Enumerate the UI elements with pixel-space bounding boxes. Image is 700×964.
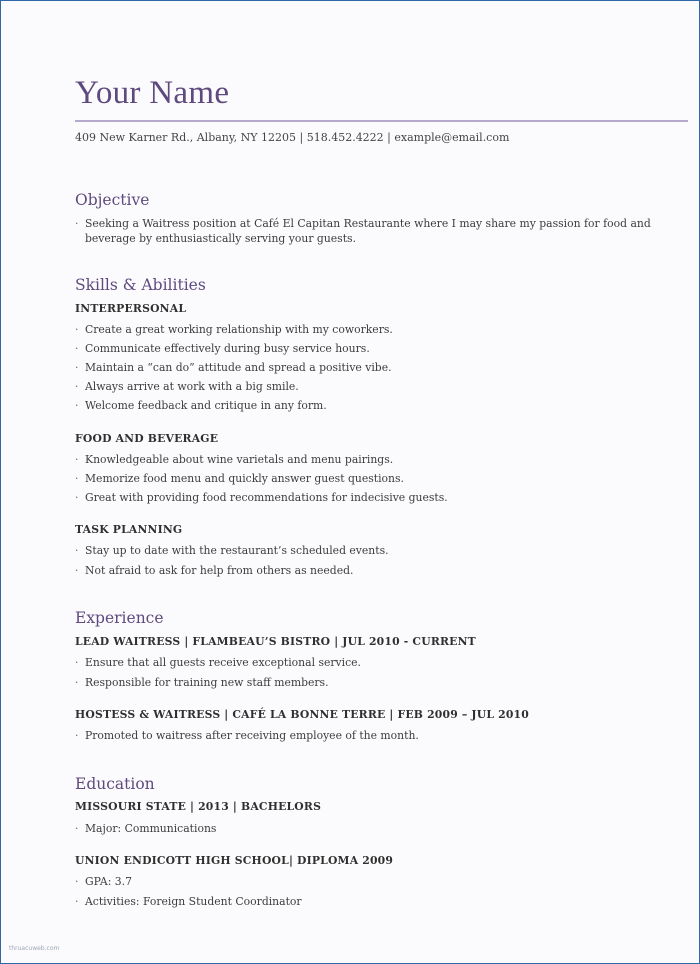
bullet-dot: · [75,380,79,393]
section-skills-title: Skills & Abilities [75,276,206,294]
bullet-dot: · [75,491,79,504]
bullet-dot: · [75,822,79,835]
bullet-dot: · [75,323,79,336]
list-item [75,729,419,742]
bullet-dot: · [75,361,79,374]
skills-group-heading: TASK PLANNING [75,523,183,536]
list-item [75,656,361,669]
list-item [75,544,389,557]
list-item [75,361,392,374]
list-item [75,472,404,485]
list-item-text: Ensure that all guests receive exceptional service. [85,656,361,669]
list-item-text: Maintain a “can do” attitude and spread a positive vibe. [85,361,392,374]
list-item [75,399,327,412]
school-heading: MISSOURI STATE | 2013 | BACHELORS [75,800,322,813]
list-item [75,822,216,835]
list-item-text: Knowledgeable about wine varietals and menu pairings. [85,453,394,466]
list-item [75,875,132,888]
list-item [75,564,353,577]
bullet-dot: · [75,875,79,888]
job-heading: LEAD WAITRESS | FLAMBEAU’S BISTRO | JUL 2010 - CURRENT [75,635,476,648]
list-item [75,342,370,355]
bullet-dot: · [75,729,79,742]
bullet-dot: · [75,895,79,908]
list-item-text: Not afraid to ask for help from others as needed. [85,564,354,577]
school-heading: UNION ENDICOTT HIGH SCHOOL| DIPLOMA 2009 [75,854,394,867]
section-education-title: Education [75,775,155,793]
bullet-dot: · [75,564,79,577]
list-item-text: Major: Communications [85,822,217,835]
list-item-text: Create a great working relationship with my coworkers. [85,323,393,336]
section-objective-title: Objective [75,191,150,209]
list-item [75,453,393,466]
bullet-dot: · [75,472,79,485]
list-item-text: Memorize food menu and quickly answer guest questions. [85,472,404,485]
list-item-text: GPA: 3.7 [85,875,132,888]
skills-group-heading: FOOD AND BEVERAGE [75,432,219,445]
list-item [75,323,393,336]
list-item-text: Activities: Foreign Student Coordinator [85,895,302,908]
list-item [75,895,302,908]
list-item-text: Always arrive at work with a big smile. [85,380,299,393]
resume-name: Your Name [75,75,230,111]
list-item-text: Great with providing food recommendations for indecisive guests. [85,491,448,504]
bullet-dot: · [75,217,79,230]
skills-group-heading: INTERPERSONAL [75,302,187,315]
list-item-text: Communicate effectively during busy service hours. [85,342,370,355]
contact-line: 409 New Karner Rd., Albany, NY 12205 | 518.452.4222 | example@email.com [75,131,510,144]
bullet-dot: · [75,399,79,412]
bullet-dot: · [75,453,79,466]
list-item-text: Promoted to waitress after receiving employee of the month. [85,729,419,742]
list-item [75,380,299,393]
bullet-dot: · [75,656,79,669]
name-divider [75,120,688,122]
objective-text-body: Seeking a Waitress position at Café El Capitan Restaurante where I may share my passion for food and beverage by enthusiastically serving your guests. [85,217,651,245]
bullet-dot: · [75,342,79,355]
bullet-dot: · [75,676,79,689]
watermark-text: thruacuweb.com [9,945,60,952]
list-item-text: Welcome feedback and critique in any form. [85,399,327,412]
job-heading: HOSTESS & WAITRESS | CAFÉ LA BONNE TERRE | FEB 2009 – JUL 2010 [75,708,529,721]
section-experience-title: Experience [75,609,164,627]
list-item-text: Responsible for training new staff members. [85,676,329,689]
bullet-dot: · [75,544,79,557]
objective-text [75,216,675,246]
list-item [75,676,329,689]
list-item [75,491,448,504]
list-item-text: Stay up to date with the restaurant’s scheduled events. [85,544,389,557]
